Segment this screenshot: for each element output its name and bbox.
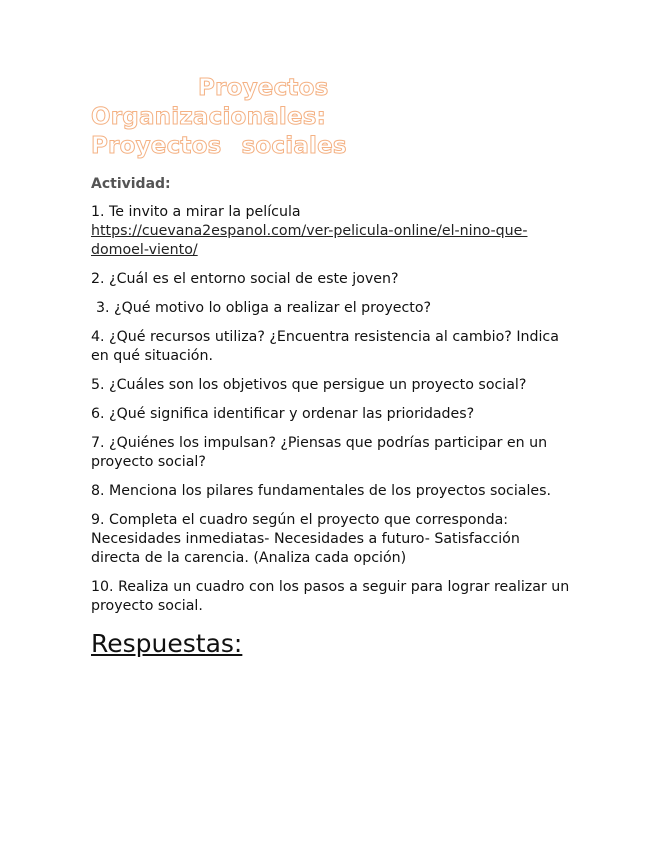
document-title [91, 74, 571, 161]
title-line-3-word-1: Proyectos [91, 133, 222, 159]
question-7: 7. ¿Quiénes los impulsan? ¿Piensas que podrías participar en un proyecto social? [91, 435, 548, 470]
question-1 [91, 203, 571, 260]
question-3: 3. ¿Qué motivo lo obliga a realizar el proyecto? [96, 300, 432, 316]
question-5: 5. ¿Cuáles son los objetivos que persigue un proyecto social? [91, 377, 527, 393]
title-line-3 [91, 132, 571, 161]
title-line-2: Organizacionales: [91, 104, 327, 130]
question-6: 6. ¿Qué significa identificar y ordenar las prioridades? [91, 406, 475, 422]
question-10: 10. Realiza un cuadro con los pasos a seguir para lograr realizar un proyecto social. [91, 579, 570, 614]
title-line-3-word-2: sociales [241, 133, 347, 159]
question-4: 4. ¿Qué recursos utiliza? ¿Encuentra resistencia al cambio? Indica en qué situación. [91, 329, 559, 364]
question-8: 8. Menciona los pilares fundamentales de los proyectos sociales. [91, 483, 552, 499]
document-page [91, 74, 571, 659]
movie-link[interactable]: https://cuevana2espanol.com/ver-pelicula-online/el-nino-que-domoel-viento/ [91, 223, 528, 258]
question-9: 9. Completa el cuadro según el proyecto que corresponda: Necesidades inmediatas- Necesidades a futuro- Satisfacción directa de la carencia. (Analiza cada opción) [91, 512, 520, 566]
title-line-1: Proyectos [198, 75, 329, 101]
question-1-text: 1. Te invito a mirar la película [91, 204, 301, 220]
activity-heading: Actividad: [91, 176, 171, 192]
question-2: 2. ¿Cuál es el entorno social de este joven? [91, 271, 399, 287]
answers-heading: Respuestas: [91, 629, 243, 658]
